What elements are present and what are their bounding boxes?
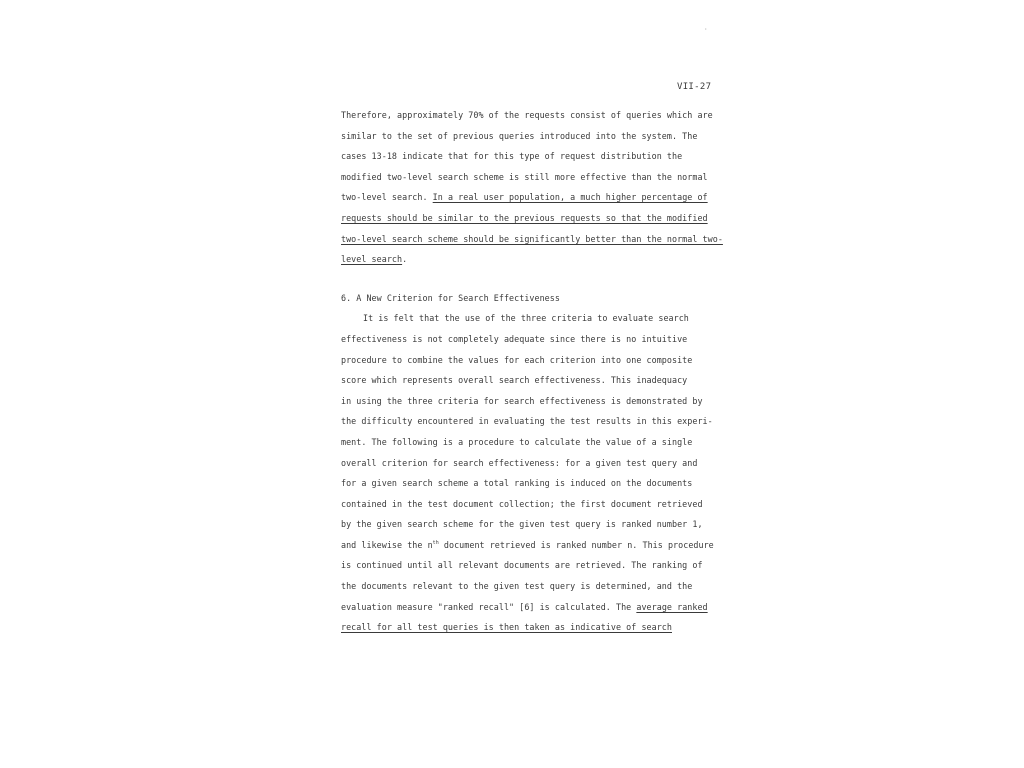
text-line-nth [341,539,714,561]
section-heading: 6. A New Criterion for Search Effectiveness [341,292,560,303]
text-segment: for a given search scheme a total ranking is induced on the documents [341,478,693,489]
text-line [341,602,711,623]
text-line [341,499,711,520]
underlined-text: two-level search scheme should be significantly better than the normal two- [341,233,723,244]
text-line [341,581,711,602]
text-line [341,416,711,437]
text-line [341,233,723,255]
superscript-th: th [432,540,439,547]
text-segment: the documents relevant to the given test query is determined, and the [341,581,693,592]
text-line [341,478,711,499]
text-line [341,375,711,396]
paragraph-gap [341,275,711,293]
paragraph-2-end [341,560,711,642]
text-line-nth-post: document retrieved is ranked number n. This procedure [438,539,714,550]
text-line [341,151,711,172]
text-segment: two-level search. [341,192,433,203]
text-line [341,313,711,334]
underlined-text: average ranked [636,601,708,612]
text-segment: overall criterion for search effectiveness: for a given test query and [341,457,698,468]
underlined-text: recall for all test queries is then taken as indicative of search [341,622,672,633]
text-line [341,254,711,275]
text-line [341,192,711,213]
text-line-nth-pre: and likewise the n [341,539,433,550]
underlined-text: In a real user population, a much higher percentage of [432,192,708,203]
corner-mark: · [704,26,708,33]
text-line [341,560,711,581]
paragraph-2 [341,313,711,540]
text-segment: in using the three criteria for search effectiveness is demonstrated by [341,395,703,406]
text-segment: modified two-level search scheme is still more effective than the normal [341,171,708,182]
text-segment: contained in the test document collection; the first document retrieved [341,498,703,509]
text-line [341,622,711,643]
text-segment: score which represents overall search effectiveness. This inadequacy [341,375,688,386]
text-line [341,355,711,376]
text-line [341,396,711,417]
text-segment: effectiveness is not completely adequate since there is no intuitive [341,333,688,344]
text-segment: by the given search scheme for the given test query is ranked number 1, [341,519,703,530]
text-line [341,131,711,152]
text-line [341,110,711,131]
text-segment: Therefore, approximately 70% of the requests consist of queries which are [341,110,713,120]
text-line [341,172,711,193]
underlined-text: requests should be similar to the previous requests so that the modified [341,212,708,223]
text-segment: It is felt that the use of the three criteria to evaluate search [363,313,689,324]
page-number: VII-27 [677,82,712,92]
text-segment: evaluation measure "ranked recall" [6] is calculated. The [341,601,637,612]
text-segment: similar to the set of previous queries introduced into the system. The [341,130,698,141]
text-line [341,437,711,458]
text-line [341,519,711,540]
text-segment: ment. The following is a procedure to calculate the value of a single [341,436,693,447]
text-line [341,334,711,355]
underlined-text: level search [341,254,403,265]
text-segment: . [402,254,408,265]
text-line [341,213,711,234]
body-text [341,110,723,643]
text-line [341,458,711,479]
paragraph-1 [341,110,723,275]
text-segment: the difficulty encountered in evaluating the test results in this experi- [341,416,713,427]
text-segment: cases 13-18 indicate that for this type of request distribution the [341,151,683,162]
text-segment: procedure to combine the values for each criterion into one composite [341,354,693,365]
text-segment: is continued until all relevant documents are retrieved. The ranking of [341,560,703,571]
